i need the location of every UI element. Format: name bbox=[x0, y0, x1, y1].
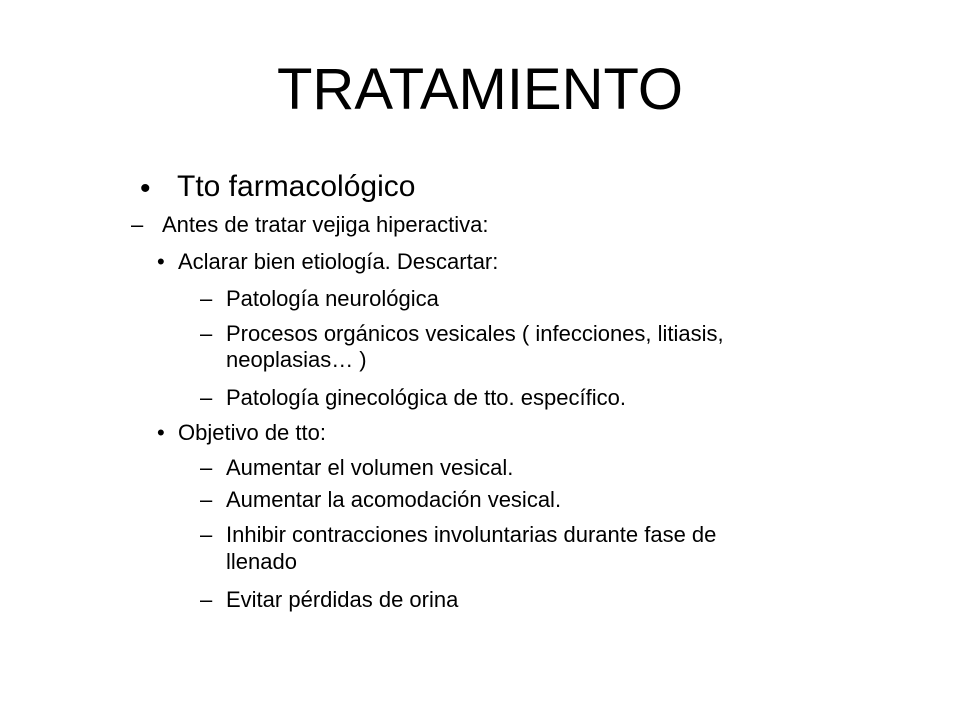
bullet-marker: • bbox=[140, 172, 151, 205]
dash-marker: – bbox=[200, 587, 213, 612]
bullet-marker: • bbox=[157, 420, 165, 445]
dash-marker: – bbox=[200, 286, 213, 311]
group2-item: Aumentar la acomodación vesical. bbox=[226, 487, 562, 512]
slide-title: TRATAMIENTO bbox=[277, 57, 683, 122]
group2-item: Aumentar el volumen vesical. bbox=[226, 455, 514, 480]
level1-text: Tto farmacológico bbox=[177, 170, 416, 203]
dash-marker: – bbox=[200, 522, 213, 547]
group1-item: Patología ginecológica de tto. específico. bbox=[226, 385, 626, 410]
dash-marker: – bbox=[200, 455, 213, 480]
dash-marker: – bbox=[200, 385, 213, 410]
group2-item: Evitar pérdidas de orina bbox=[226, 587, 459, 612]
group1-item-continuation: neoplasias… ) bbox=[226, 347, 367, 372]
dash-marker: – bbox=[200, 321, 213, 346]
level2-text: Antes de tratar vejiga hiperactiva: bbox=[162, 212, 489, 237]
group1-heading: Aclarar bien etiología. Descartar: bbox=[178, 249, 499, 274]
group2-item: Inhibir contracciones involuntarias durante fase de bbox=[226, 522, 717, 547]
group1-item: Patología neurológica bbox=[226, 286, 439, 311]
group1-item: Procesos orgánicos vesicales ( infecciones, litiasis, bbox=[226, 321, 724, 346]
group2-item-continuation: llenado bbox=[226, 549, 297, 574]
dash-marker: – bbox=[200, 487, 213, 512]
bullet-marker: • bbox=[157, 249, 165, 274]
group2-heading: Objetivo de tto: bbox=[178, 420, 326, 445]
dash-marker: – bbox=[131, 212, 144, 237]
